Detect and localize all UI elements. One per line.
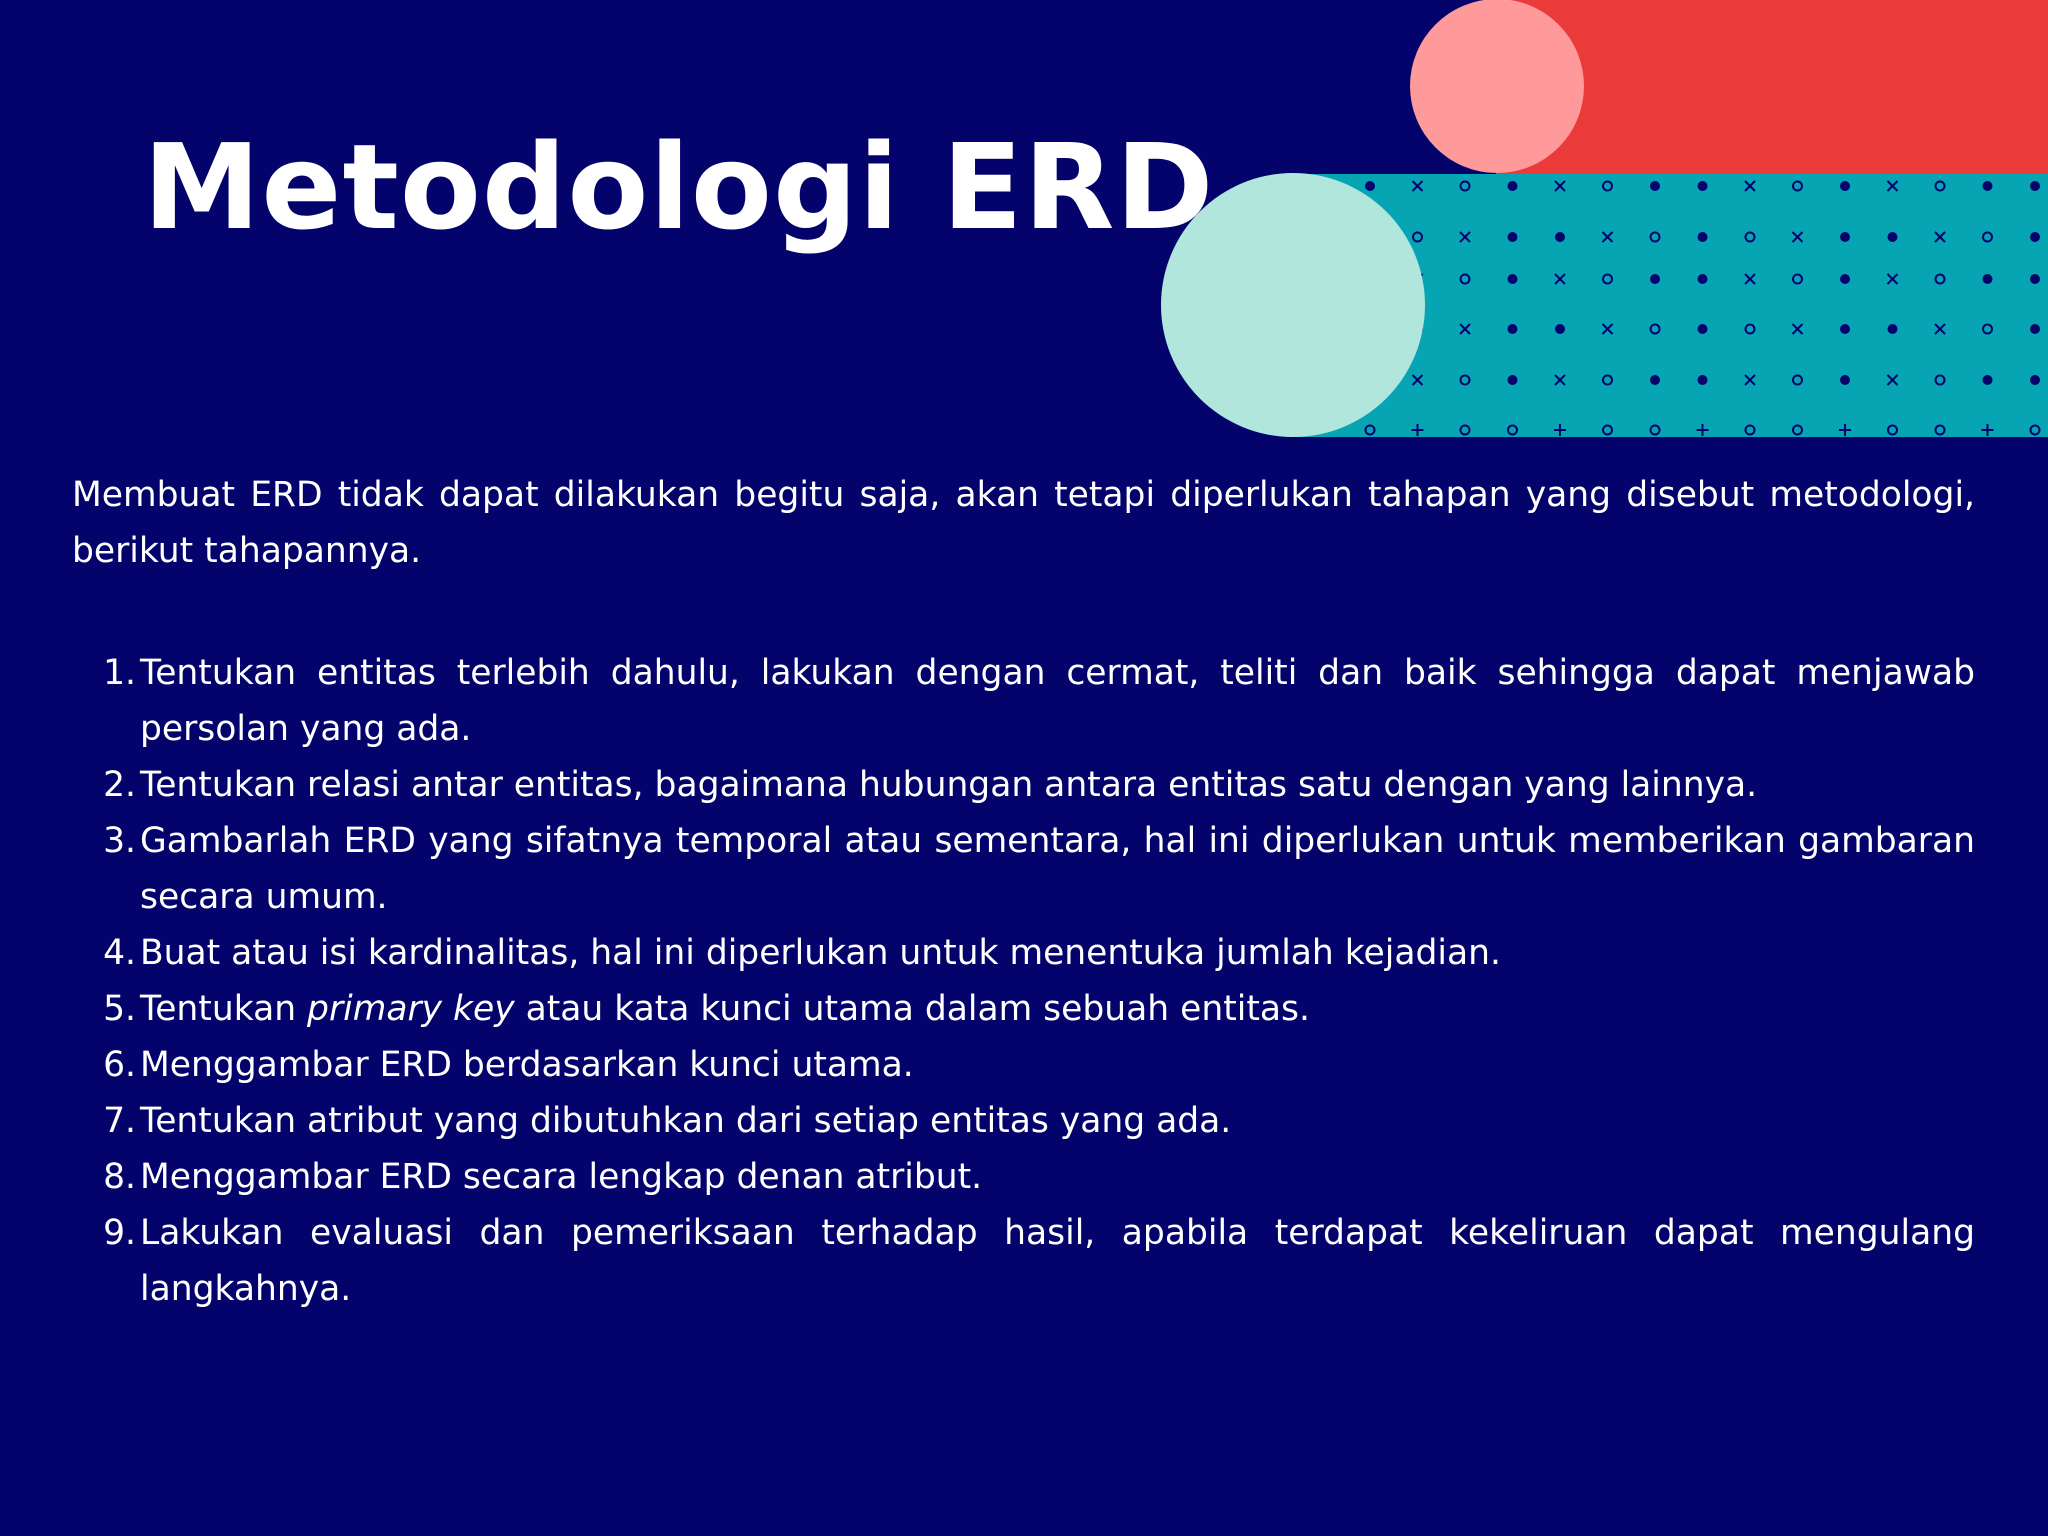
step-item [72,925,1975,981]
pattern-dot [1840,232,1850,242]
pattern-dot [1508,324,1518,334]
pattern-dot [1840,324,1850,334]
primary-key-emphasis: primary key [307,989,515,1029]
step-number: 3. [103,821,136,861]
step-item [72,981,1975,1037]
pattern-dot [2030,232,2040,242]
pattern-dot [2030,274,2040,284]
pattern-dot [1840,375,1850,385]
pattern-dot [2030,375,2040,385]
step-number: 1. [103,653,136,693]
step-number: 6. [103,1045,136,1085]
step-number: 5. [103,989,136,1029]
pattern-dot [1508,181,1518,191]
step-text: Buat atau isi kardinalitas, hal ini diperlukan untuk menentuka jumlah kejadian. [140,933,1501,973]
step-item [72,1205,1975,1317]
step-text [140,981,1975,1037]
intro-paragraph: Membuat ERD tidak dapat dilakukan begitu saja, akan tetapi diperlukan tahapan yang disebut metodologi, berikut tahapannya. [72,475,1975,571]
pattern-dot [1650,181,1660,191]
step-item [72,1149,1975,1205]
step-number: 9. [103,1213,136,1253]
page-title: Metodologi ERD [143,118,1215,256]
pattern-dot [2030,181,2040,191]
step-number: 4. [103,933,136,973]
step-text: Tentukan entitas terlebih dahulu, lakukan dengan cermat, teliti dan baik sehingga dapat menjawab persolan yang ada. [140,653,1975,749]
step-item [72,813,1975,925]
pattern-dot [1840,181,1850,191]
step-number: 8. [103,1157,136,1197]
pattern-dot [1555,324,1565,334]
step-text-after: atau kata kunci utama dalam sebuah entitas. [514,989,1310,1029]
step-text: Tentukan atribut yang dibutuhkan dari setiap entitas yang ada. [140,1101,1232,1141]
pattern-dot [1888,232,1898,242]
pattern-dot [1650,375,1660,385]
pattern-dot [1698,181,1708,191]
pattern-dot [1508,375,1518,385]
pattern-dot [1983,274,1993,284]
step-number: 2. [103,765,136,805]
step-text: Gambarlah ERD yang sifatnya temporal atau sementara, hal ini diperlukan untuk memberikan gambaran secara umum. [140,821,1975,917]
pattern-dot [1698,232,1708,242]
step-item [72,645,1975,757]
pattern-dot [1365,181,1375,191]
step-text: Menggambar ERD secara lengkap denan atribut. [140,1157,983,1197]
step-text-before: Tentukan [140,989,308,1029]
pattern-dot [1698,375,1708,385]
pink-circle [1410,0,1584,173]
step-item [72,1093,1975,1149]
pattern-dot [1983,375,1993,385]
pattern-dot [1650,274,1660,284]
pattern-dot [1698,274,1708,284]
pattern-dot [1888,324,1898,334]
step-text: Tentukan relasi antar entitas, bagaimana hubungan antara entitas satu dengan yang lainnya. [140,765,1758,805]
step-text: Menggambar ERD berdasarkan kunci utama. [140,1045,914,1085]
step-number: 7. [103,1101,136,1141]
pattern-dot [1508,274,1518,284]
pattern-dot [1555,232,1565,242]
pattern-dot [1983,181,1993,191]
pattern-dot [1840,274,1850,284]
pattern-dot [1508,232,1518,242]
step-text: Lakukan evaluasi dan pemeriksaan terhadap hasil, apabila terdapat kekeliruan dapat mengulang langkahnya. [140,1213,1975,1309]
step-item [72,1037,1975,1093]
pattern-dot [1698,324,1708,334]
step-item [72,757,1975,813]
pattern-dot [2030,324,2040,334]
methodology-steps-list [72,645,1975,1317]
